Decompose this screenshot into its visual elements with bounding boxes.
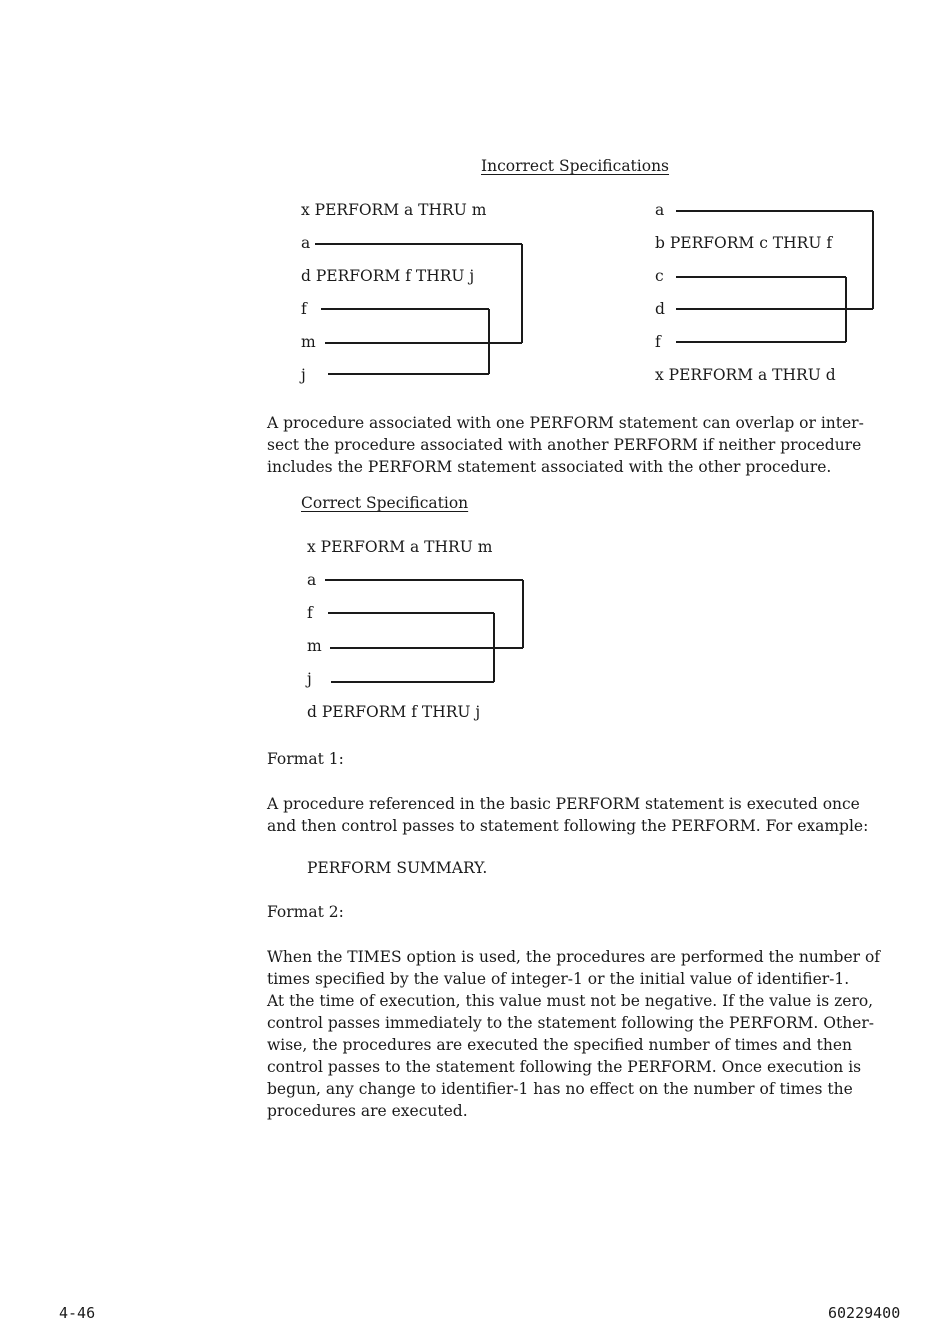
- paragraph-line: A procedure associated with one PERFORM statement can overlap or inter-: [267, 414, 864, 432]
- paragraph-line: wise, the procedures are executed the specified number of times and then: [267, 1036, 852, 1054]
- diagram-label: j: [301, 366, 306, 384]
- format1-heading: Format 1:: [267, 750, 344, 768]
- paragraph-line: includes the PERFORM statement associated with the other procedure.: [267, 458, 832, 476]
- diagram-label: c: [655, 267, 664, 285]
- diagram-label: d PERFORM f THRU j: [301, 267, 475, 285]
- page-number: 4-46: [59, 1304, 96, 1322]
- diagram-label: a: [307, 571, 317, 589]
- paragraph-line: At the time of execution, this value must not be negative. If the value is zero,: [267, 992, 874, 1010]
- diagram-label: x PERFORM a THRU m: [307, 538, 493, 556]
- diagram-label: m: [307, 637, 322, 655]
- diagram-label: x PERFORM a THRU m: [301, 201, 487, 219]
- diagram-label: m: [301, 333, 316, 351]
- diagram-label: d PERFORM f THRU j: [307, 703, 481, 721]
- paragraph-line: begun, any change to identifier-1 has no effect on the number of times the: [267, 1080, 853, 1098]
- diagram-label: f: [655, 333, 661, 351]
- document-number: 60229400: [828, 1304, 901, 1322]
- correct-specification-heading: Correct Specification: [301, 494, 469, 512]
- diagram-label: f: [307, 604, 313, 622]
- bracket-a-thru-m: [315, 244, 522, 343]
- bracket-a-thru-d: [676, 211, 873, 309]
- paragraph-line: control passes immediately to the statement following the PERFORM. Other-: [267, 1014, 874, 1032]
- format1-example: PERFORM SUMMARY.: [307, 859, 488, 877]
- paragraph-line: and then control passes to statement following the PERFORM. For example:: [267, 817, 869, 835]
- diagram-label: a: [301, 234, 311, 252]
- paragraph-line: A procedure referenced in the basic PERFORM statement is executed once: [267, 795, 860, 813]
- diagram-label: d: [655, 300, 665, 318]
- format2-heading: Format 2:: [267, 903, 344, 921]
- format1-paragraph: [267, 793, 939, 837]
- diagram-label: x PERFORM a THRU d: [655, 366, 836, 384]
- incorrect-specifications-heading: Incorrect Specifications: [481, 157, 670, 175]
- paragraph-line: times specified by the value of integer-1 or the initial value of identifier-1.: [267, 970, 850, 988]
- format2-paragraph: [267, 946, 939, 1122]
- paragraph-line: sect the procedure associated with another PERFORM if neither procedure: [267, 436, 862, 454]
- diagram-label: f: [301, 300, 307, 318]
- paragraph-line: control passes to the statement following the PERFORM. Once execution is: [267, 1058, 862, 1076]
- diagram-label: j: [307, 670, 312, 688]
- paragraph-line: procedures are executed.: [267, 1102, 468, 1120]
- paragraph-line: When the TIMES option is used, the procedures are performed the number of: [267, 948, 881, 966]
- bracket-f-thru-j: [321, 309, 489, 374]
- diagram-label: a: [655, 201, 665, 219]
- diagram-label: b PERFORM c THRU f: [655, 234, 833, 252]
